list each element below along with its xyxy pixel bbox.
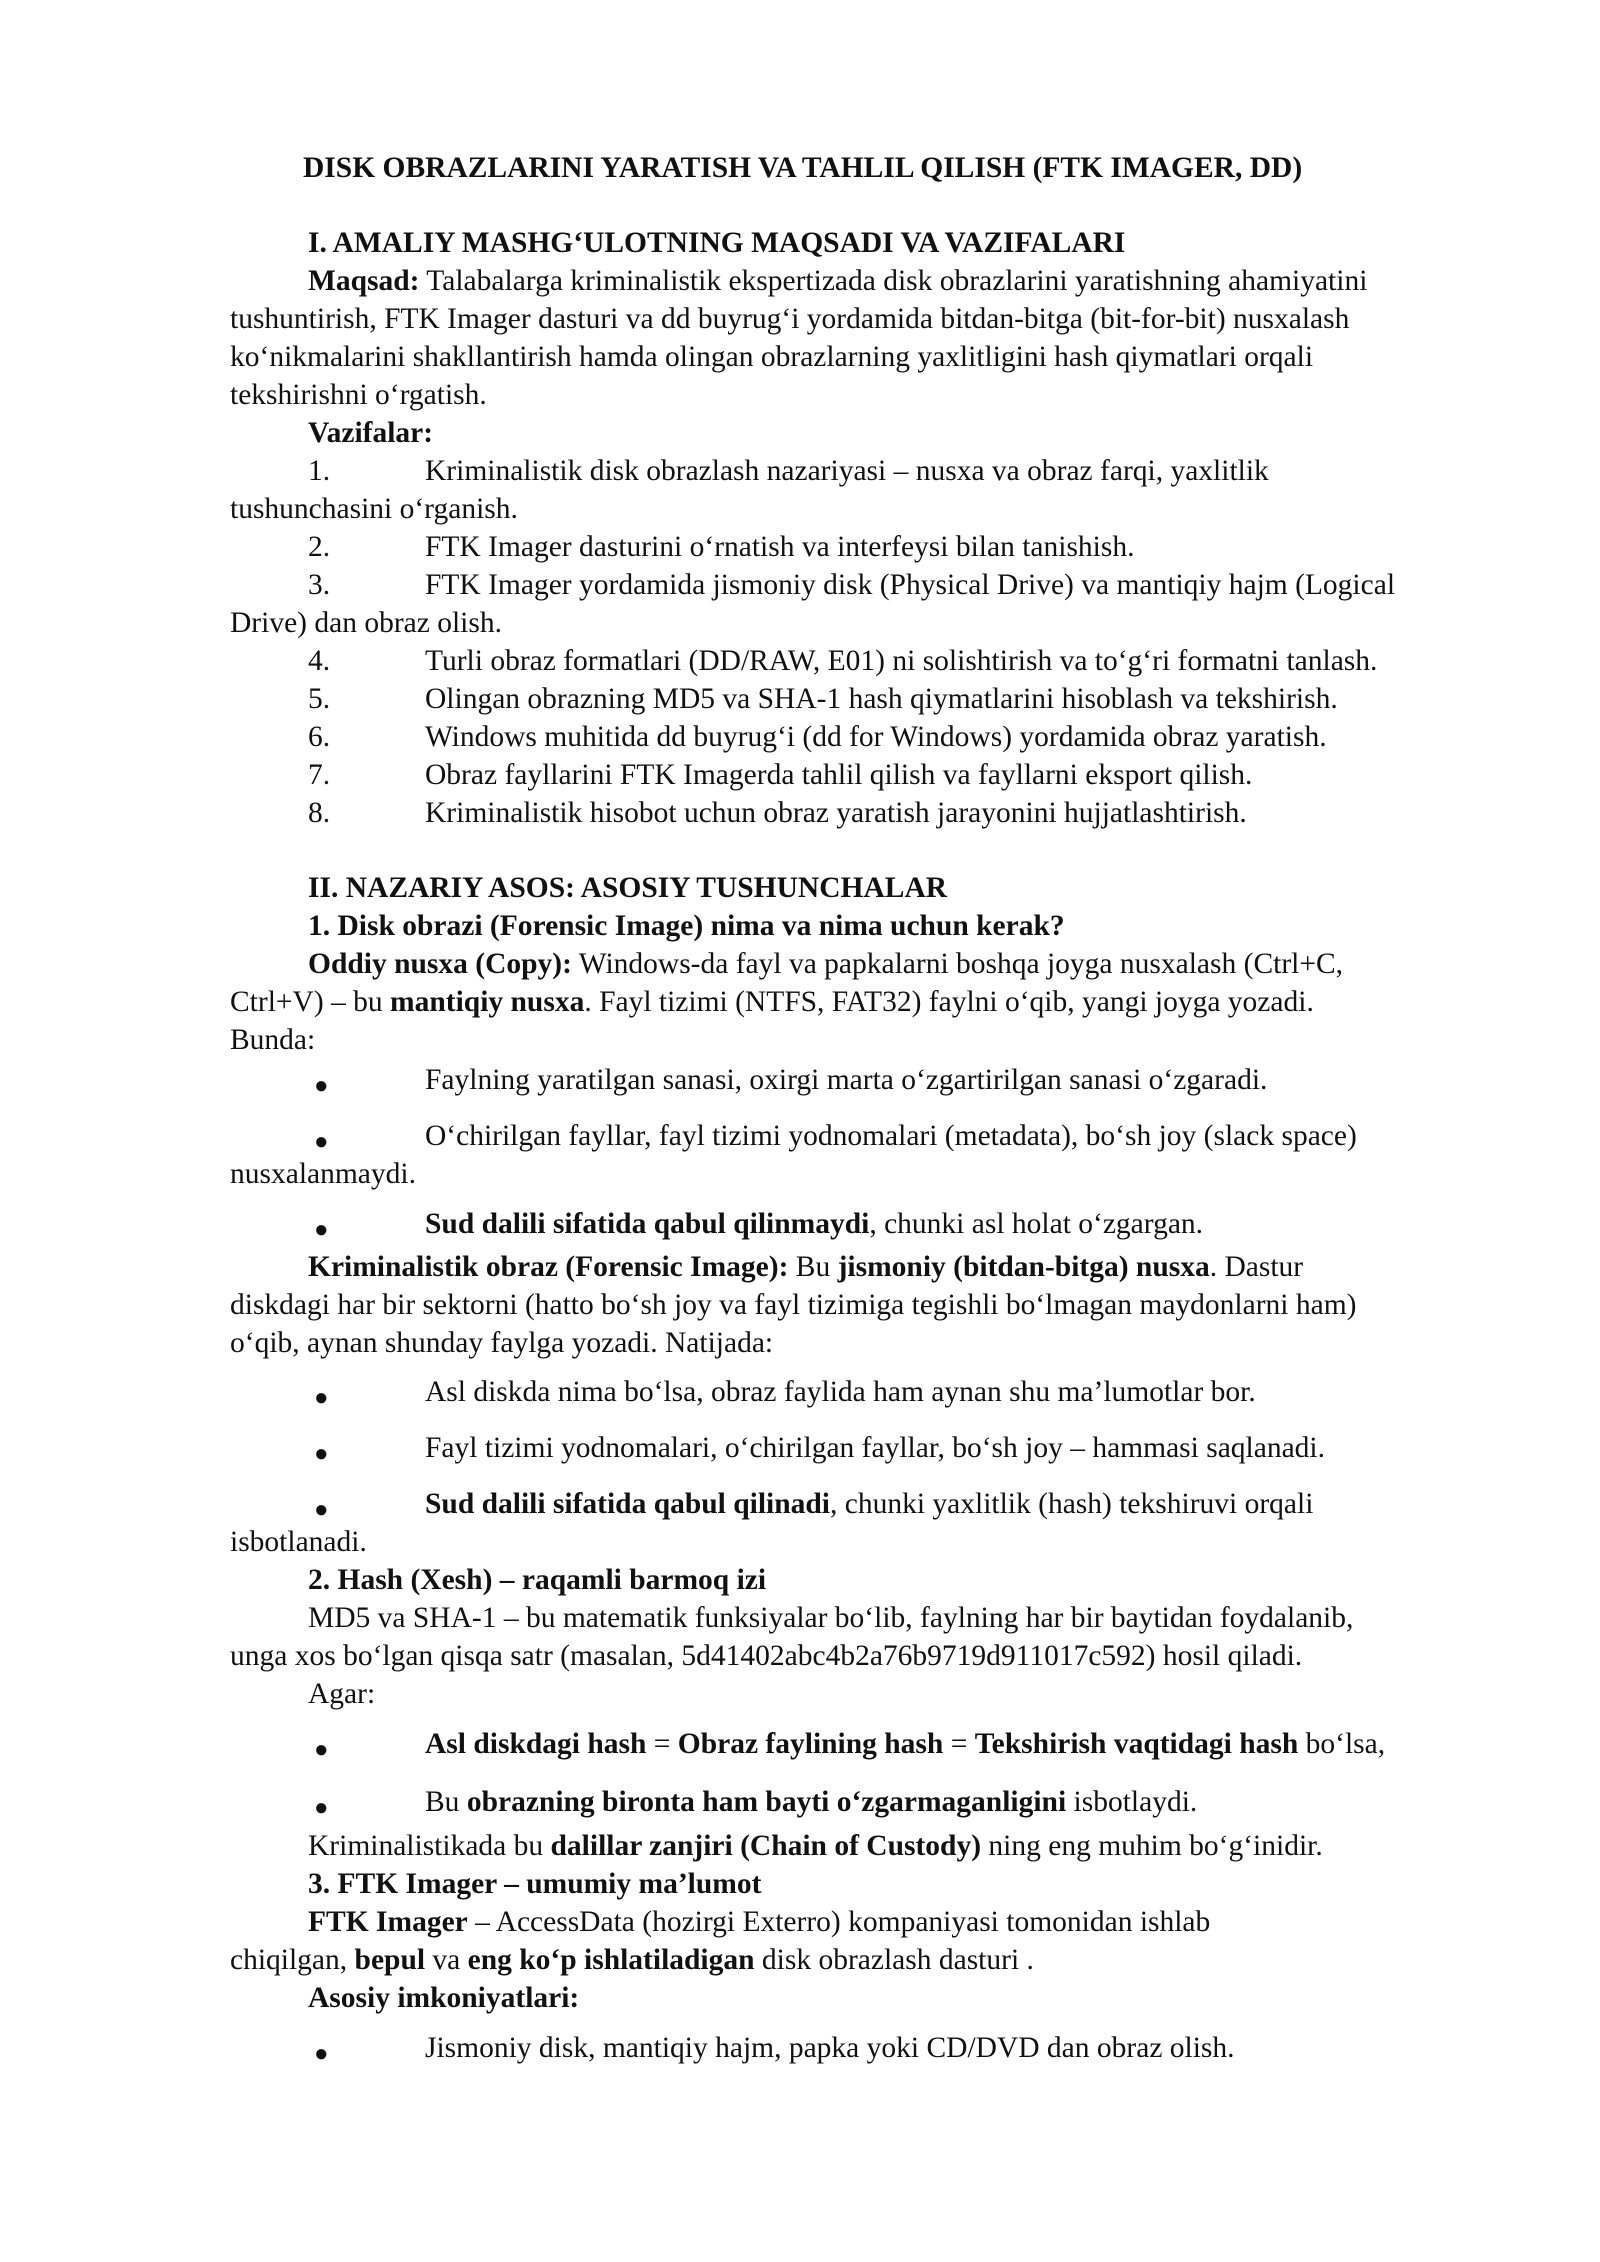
copy-line-2: Ctrl+V) – bu mantiqiy nusxa. Fayl tizimi (NTFS, FAT32) faylni o‘qib, yangi joyga yozadi.	[230, 986, 1314, 1018]
task-text: Obraz fayllarini FTK Imagerda tahlil qilish va fayllarni eksport qilish.	[425, 759, 1253, 791]
copy-bullet-2-continued: nusxalanmaydi.	[230, 1158, 416, 1190]
bullet-icon: ●	[314, 1217, 329, 1243]
bullet-icon: ●	[314, 1385, 329, 1411]
subheading-hash: 2. Hash (Xesh) – raqamli barmoq izi	[308, 1564, 767, 1596]
hash-line-2: unga xos bo‘lgan qisqa satr (masalan, 5d41402abc4b2a76b9719d911017c592) hosil qiladi.	[230, 1640, 1303, 1672]
ftk-line-1: FTK Imager – AccessData (hozirgi Exterro) kompaniyasi tomonidan ishlab	[308, 1906, 1211, 1938]
copy-line-3: Bunda:	[230, 1024, 316, 1056]
task-number: 4.	[308, 645, 331, 677]
task-text: Windows muhitida dd buyrug‘i (dd for Windows) yordamida obraz yaratish.	[425, 721, 1327, 753]
bullet-icon: ●	[314, 2041, 329, 2067]
forensic-bullet-1: Asl diskda nima bo‘lsa, obraz faylida ham aynan shu ma’lumotlar bor.	[425, 1376, 1256, 1408]
task-text: Kriminalistik disk obrazlash nazariyasi – nusxa va obraz farqi, yaxlitlik	[425, 455, 1269, 487]
capabilities-label: Asosiy imkoniyatlari:	[308, 1982, 580, 2014]
forensic-line-2: diskdagi har bir sektorni (hatto bo‘sh joy va fayl tizimiga tegishli bo‘lmagan maydonlarni ham)	[230, 1289, 1357, 1321]
task-number: 2.	[308, 531, 331, 563]
copy-bullet-3: Sud dalili sifatida qabul qilinmaydi, chunki asl holat o‘zgargan.	[425, 1208, 1204, 1240]
forensic-bullet-3: Sud dalili sifatida qabul qilinadi, chunki yaxlitlik (hash) tekshiruvi orqali	[425, 1488, 1314, 1520]
forensic-bullet-3-continued: isbotlanadi.	[230, 1526, 367, 1558]
copy-bullet-1: Faylning yaratilgan sanasi, oxirgi marta o‘zgartirilgan sanasi o‘zgaradi.	[425, 1064, 1268, 1096]
bullet-icon: ●	[314, 1795, 329, 1821]
hash-bullet-1: Asl diskdagi hash = Obraz faylining hash = Tekshirish vaqtidagi hash bo‘lsa,	[425, 1728, 1386, 1760]
forensic-bullet-2: Fayl tizimi yodnomalari, o‘chirilgan fayllar, bo‘sh joy – hammasi saqlanadi.	[425, 1432, 1325, 1464]
subheading-disk-image: 1. Disk obrazi (Forensic Image) nima va nima uchun kerak?	[308, 910, 1065, 942]
task-text: FTK Imager dasturini o‘rnatish va interfeysi bilan tanishish.	[425, 531, 1135, 563]
bullet-icon: ●	[314, 1073, 329, 1099]
task-text-continued: tushunchasini o‘rganish.	[230, 493, 518, 525]
forensic-line-3: o‘qib, aynan shunday faylga yozadi. Natijada:	[230, 1327, 774, 1359]
bullet-icon: ●	[314, 1497, 329, 1523]
hash-line-3: Agar:	[308, 1678, 376, 1710]
task-text-continued: Drive) dan obraz olish.	[230, 607, 502, 639]
vazifalar-label: Vazifalar:	[308, 417, 434, 449]
maqsad-line-2: tushuntirish, FTK Imager dasturi va dd buyrug‘i yordamida bitdan-bitga (bit-for-bit) nusxalash	[230, 303, 1350, 335]
copy-line-1: Oddiy nusxa (Copy): Windows-da fayl va papkalarni boshqa joyga nusxalash (Ctrl+C,	[308, 948, 1344, 980]
document-title: DISK OBRAZLARINI YARATISH VA TAHLIL QILISH (FTK IMAGER, DD)	[303, 152, 1303, 184]
section-2-heading: II. NAZARIY ASOS: ASOSIY TUSHUNCHALAR	[308, 872, 948, 904]
hash-bullet-2: Bu obrazning bironta ham bayti o‘zgarmaganligini isbotlaydi.	[425, 1786, 1198, 1818]
forensic-line-1: Kriminalistik obraz (Forensic Image): Bu jismoniy (bitdan-bitga) nusxa. Dastur	[308, 1251, 1304, 1283]
copy-bullet-2: O‘chirilgan fayllar, fayl tizimi yodnomalari (metadata), bo‘sh joy (slack space)	[425, 1120, 1357, 1152]
hash-line-4: Kriminalistikada bu dalillar zanjiri (Chain of Custody) ning eng muhim bo‘g‘inidir.	[308, 1830, 1323, 1862]
capability-bullet-1: Jismoniy disk, mantiqiy hajm, papka yoki CD/DVD dan obraz olish.	[425, 2032, 1235, 2064]
hash-line-1: MD5 va SHA-1 – bu matematik funksiyalar bo‘lib, faylning har bir baytidan foydalanib,	[308, 1602, 1354, 1634]
task-number: 1.	[308, 455, 331, 487]
task-number: 7.	[308, 759, 331, 791]
task-number: 8.	[308, 797, 331, 829]
ftk-line-2: chiqilgan, bepul va eng ko‘p ishlatiladigan disk obrazlash dasturi .	[230, 1944, 1034, 1976]
task-text: Turli obraz formatlari (DD/RAW, E01) ni solishtirish va to‘g‘ri formatni tanlash.	[425, 645, 1378, 677]
bullet-icon: ●	[314, 1129, 329, 1155]
task-number: 6.	[308, 721, 331, 753]
task-number: 5.	[308, 683, 331, 715]
task-number: 3.	[308, 569, 331, 601]
bullet-icon: ●	[314, 1441, 329, 1467]
bullet-icon: ●	[314, 1737, 329, 1763]
task-text: Olingan obrazning MD5 va SHA-1 hash qiymatlarini hisoblash va tekshirish.	[425, 683, 1338, 715]
maqsad-line-4: tekshirishni o‘rgatish.	[230, 379, 487, 411]
subheading-ftk-imager: 3. FTK Imager – umumiy ma’lumot	[308, 1868, 762, 1900]
maqsad-line-3: ko‘nikmalarini shakllantirish hamda olingan obrazlarning yaxlitligini hash qiymatlari orqali	[230, 341, 1314, 373]
maqsad-line-1: Maqsad: Talabalarga kriminalistik ekspertizada disk obrazlarini yaratishning ahamiyatini	[308, 265, 1368, 297]
task-text: Kriminalistik hisobot uchun obraz yaratish jarayonini hujjatlashtirish.	[425, 797, 1247, 829]
section-1-heading: I. AMALIY MASHG‘ULOTNING MAQSADI VA VAZIFALARI	[308, 227, 1126, 259]
task-text: FTK Imager yordamida jismoniy disk (Physical Drive) va mantiqiy hajm (Logical	[425, 569, 1396, 601]
